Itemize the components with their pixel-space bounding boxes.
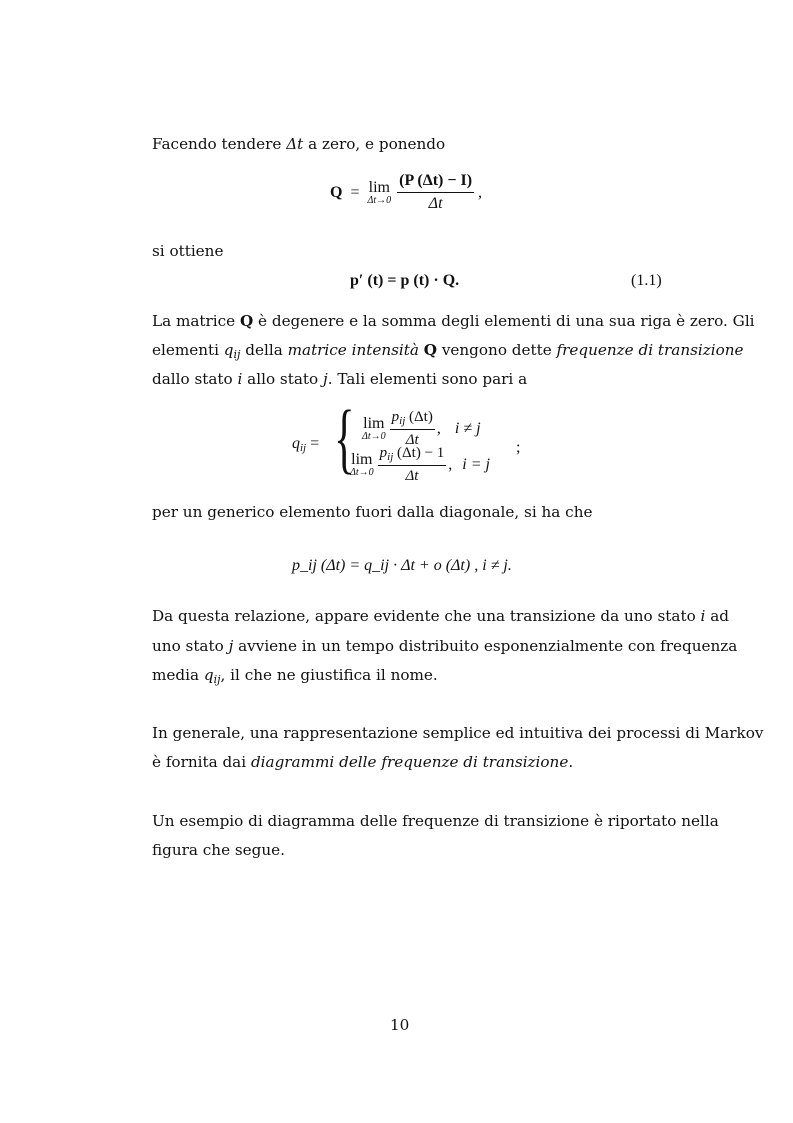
text-segment: dallo stato	[152, 370, 238, 388]
paragraph-relation-line3	[152, 668, 438, 687]
text-segment: ad	[705, 607, 730, 625]
case-row-2	[350, 445, 490, 485]
fraction-denominator: Δt	[405, 432, 419, 448]
math-i: i	[237, 370, 243, 388]
limit-operator	[362, 416, 386, 442]
math-subscript: ij	[387, 451, 394, 463]
eq-q-lhs: Q	[330, 183, 343, 201]
equals-sign: =	[346, 183, 364, 201]
math-arg: (Δt)	[409, 409, 433, 425]
math-j: j	[228, 637, 234, 655]
fraction	[378, 445, 447, 485]
text-segment: media	[152, 666, 204, 684]
fraction-numerator	[378, 445, 447, 466]
lim-subscript: Δt→0	[367, 194, 392, 206]
fraction	[390, 409, 435, 449]
lim-word: lim	[363, 415, 385, 432]
paragraph-markov-line1: In generale, una rappresentazione semplice ed intuitiva dei processi di Markov	[152, 724, 764, 742]
equation-qij-piecewise	[292, 394, 532, 485]
text-segment: è degenere e la somma degli elementi di una sua riga è zero. Gli	[253, 312, 755, 330]
math-p: p	[379, 445, 388, 461]
math-q: q	[223, 341, 234, 359]
paragraph-example-line1: Un esempio di diagramma delle frequenze di transizione è riportato nella	[152, 812, 719, 830]
equation-main	[350, 272, 459, 290]
math-j: j	[322, 370, 328, 388]
paragraph-intro	[152, 137, 445, 152]
math-q: q	[292, 435, 300, 452]
math-subscript: ij	[399, 415, 406, 427]
math-subscript: ij	[233, 348, 241, 361]
text-segment: , il che ne giustifica il nome.	[220, 666, 438, 684]
fraction	[397, 172, 474, 213]
comma: ,	[436, 420, 453, 437]
fraction-denominator: Δt	[405, 468, 419, 484]
eq-trailing-punct: ,	[478, 183, 483, 201]
paragraph-matrix-line3	[152, 372, 527, 387]
math-q-bold: Q	[239, 312, 254, 330]
left-brace: {	[334, 394, 355, 481]
text-segment: . Tali elementi sono pari a	[327, 370, 528, 388]
lim-word: lim	[368, 178, 390, 196]
math-subscript: ij	[300, 442, 307, 454]
paragraph-matrix-line1	[152, 314, 755, 329]
lim-subscript: Δt→0	[362, 431, 386, 442]
paragraph-relation-line2	[152, 639, 737, 654]
comma: ,	[448, 456, 461, 473]
equation-pij-text: p_ij (Δt) = q_ij · Δt + o (Δt) , i ≠ j.	[292, 557, 512, 574]
paragraph-generic-element: per un generico elemento fuori dalla diagonale, si ha che	[152, 503, 593, 521]
text-segment: allo stato	[242, 370, 323, 388]
text-segment: avviene in un tempo distribuito esponenzialmente con frequenza	[233, 637, 738, 655]
lim-subscript: Δt→0	[350, 467, 374, 478]
limit-operator	[367, 180, 391, 206]
text-segment: uno stato	[152, 637, 229, 655]
eq-trailing-punct: ;	[516, 439, 521, 456]
paragraph-markov-line2	[152, 755, 573, 770]
equation-q-definition	[330, 172, 482, 213]
text-segment: vengono dette	[437, 341, 557, 359]
emphasis-text: frequenze di transizione	[556, 341, 744, 359]
math-i: i	[700, 607, 706, 625]
text-segment: Da questa relazione, appare evidente che una transizione da uno stato	[152, 607, 701, 625]
fraction-numerator: (P (Δt) − I)	[397, 172, 474, 193]
math-p: p	[391, 409, 400, 425]
paragraph-example-line2: figura che segue.	[152, 841, 285, 859]
text-segment: della	[240, 341, 288, 359]
math-delta-t: Δt	[286, 135, 304, 153]
paragraph-matrix-line2	[152, 343, 744, 362]
emphasis-text: diagrammi delle frequenze di transizione	[250, 753, 569, 771]
lim-word: lim	[351, 451, 373, 468]
limit-operator	[350, 452, 374, 478]
text-segment: .	[568, 753, 574, 771]
text-segment: elementi	[152, 341, 224, 359]
paragraph-si-ottiene: si ottiene	[152, 242, 224, 260]
fraction-denominator: Δt	[428, 195, 443, 212]
equation-number: (1.1)	[631, 272, 662, 289]
equation-pij	[292, 557, 512, 575]
math-q: q	[203, 666, 214, 684]
equation-main-text: p′ (t) = p (t) · Q.	[350, 272, 460, 289]
text-segment: Facendo tendere	[152, 135, 287, 153]
math-q-bold: Q	[423, 341, 437, 359]
text-segment: La matrice	[152, 312, 240, 330]
text-segment: a zero, e ponendo	[308, 135, 446, 153]
page-number: 10	[390, 1016, 410, 1034]
math-subscript: ij	[213, 673, 221, 686]
eq-qij-lhs: $q_{ij}$ =	[292, 435, 320, 454]
case-condition: i = j	[462, 456, 490, 473]
case-row-1	[362, 409, 481, 449]
math-arg: (Δt) − 1	[397, 445, 445, 461]
case-condition: i ≠ j	[454, 420, 481, 437]
fraction-numerator	[390, 409, 435, 430]
emphasis-text: matrice intensità	[287, 341, 419, 359]
text-segment: è fornita dai	[152, 753, 251, 771]
paragraph-relation-line1	[152, 609, 729, 624]
